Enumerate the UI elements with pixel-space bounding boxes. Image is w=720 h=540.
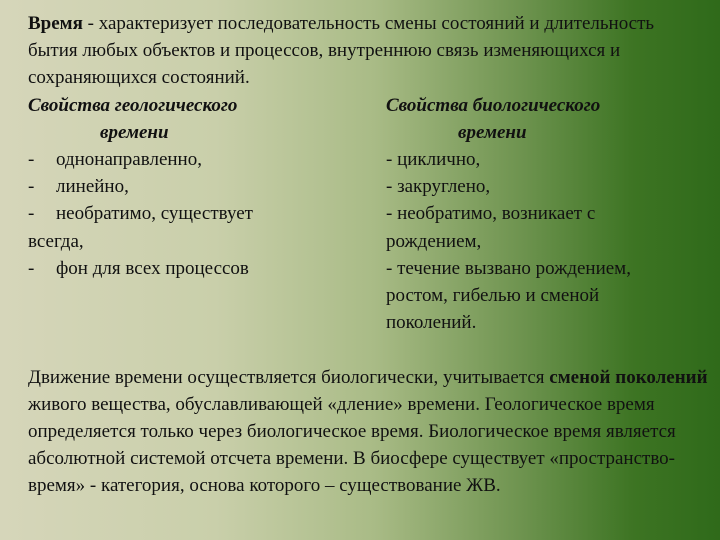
conclusion-paragraph: Движение времени осуществляется биологически, учитывается сменой поколений живого вещества, обуславливающей «дление» времени. Геологическое время определяется только через биологическое время. Биологическое время является абсолютной системой отсчета времени. В биосфере существует «пространство-время» - категория, основа которого – существование ЖВ.: [28, 366, 708, 497]
list-item: - циклично,: [386, 149, 481, 171]
intro-paragraph: [28, 10, 708, 92]
geological-time-column: [28, 92, 368, 282]
geological-time-heading: Свойства геологического времени: [28, 94, 238, 143]
biological-time-column: [386, 92, 716, 337]
intro-term: Время: [28, 13, 83, 34]
list-item-continuation: всегда,: [28, 230, 84, 252]
list-item: - закруглено,: [386, 176, 491, 198]
list-item-continuation: рождением,: [386, 230, 482, 252]
list-item: - течение вызвано рождением,: [386, 257, 631, 279]
emphasis-generations: сменой поколений: [549, 366, 708, 388]
list-item: - необратимо, существует: [28, 203, 253, 225]
intro-text: - характеризует последовательность смены состояний и длительность бытия любых объектов и процессов, внутреннюю связь изменяющихся и сохраняющихся состояний.: [28, 13, 655, 89]
biological-time-heading: Свойства биологического времени: [386, 94, 601, 143]
list-item: - необратимо, возникает с: [386, 203, 596, 225]
comparison-columns: [28, 92, 708, 364]
list-item-continuation: поколений.: [386, 312, 477, 334]
list-item-continuation: ростом, гибелью и сменой: [386, 285, 600, 307]
slide: [28, 10, 708, 500]
list-item: - фон для всех процессов: [28, 257, 249, 279]
list-item: - линейно,: [28, 176, 129, 198]
list-item: - однонаправленно,: [28, 149, 202, 171]
